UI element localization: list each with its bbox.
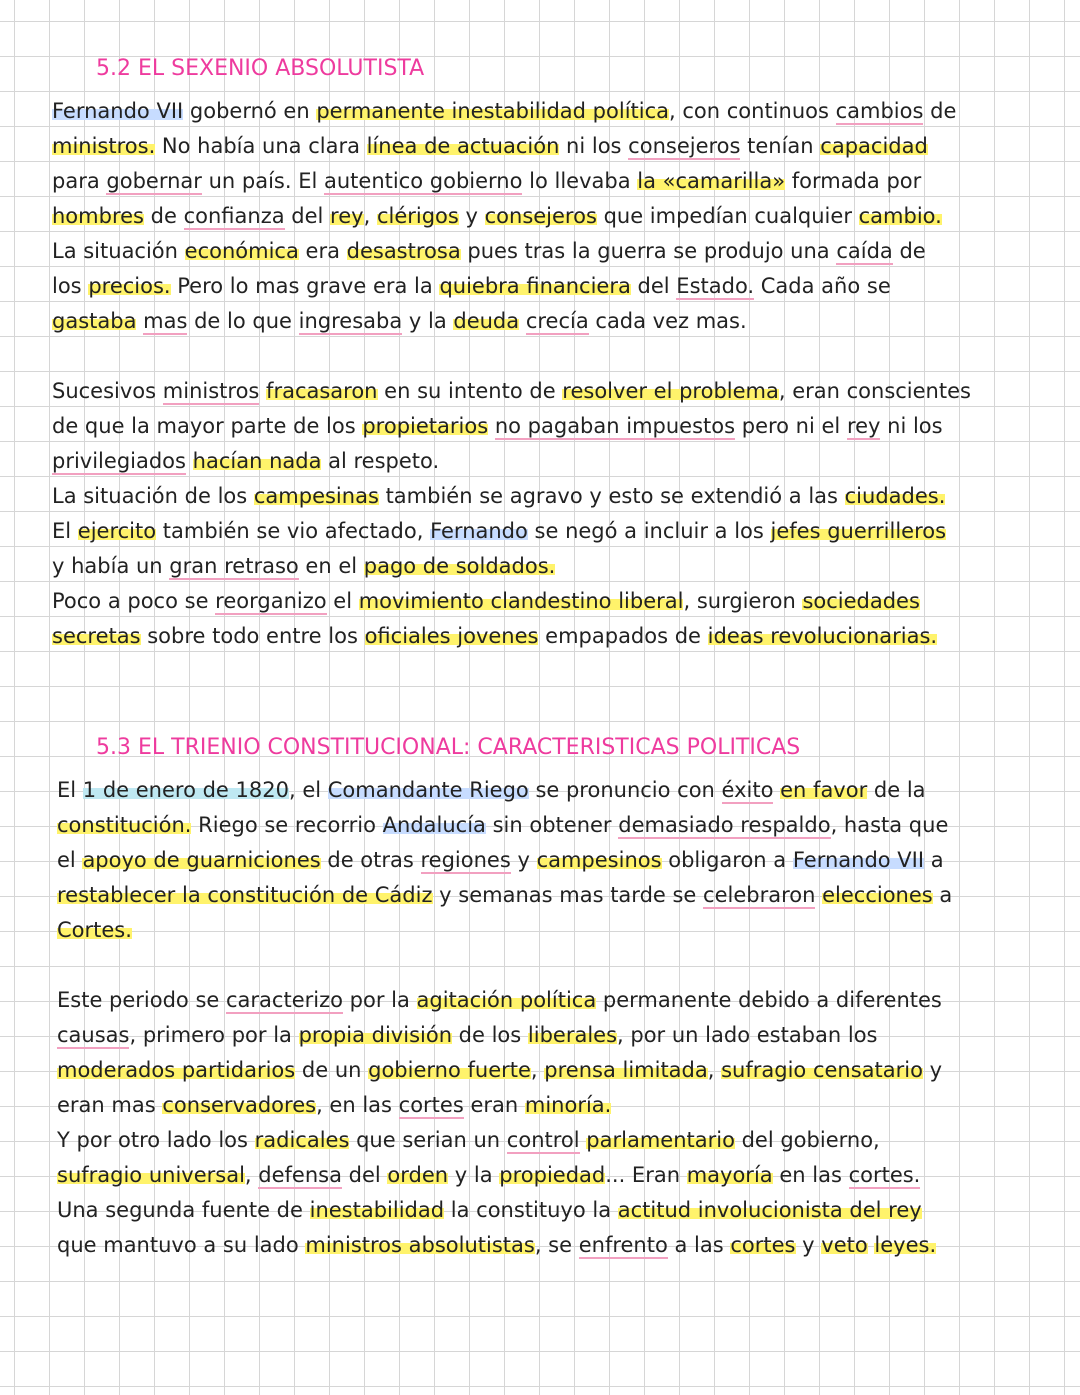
underlined-text: ministros [162,379,260,403]
text-segment: en las [772,1163,849,1187]
highlighted-text: ejercito [77,519,157,543]
underlined-text: demasiado respaldo [618,813,831,837]
text-segment: en su intento de [377,379,563,403]
text-segment: El [57,778,83,802]
highlighted-text: capacidad [820,134,928,158]
highlighted-text: clérigos [376,204,459,228]
text-segment: eran [463,1093,525,1117]
text-segment: Sucesivos [52,379,163,403]
text-line [57,1018,1057,1053]
text-segment: del [284,204,331,228]
text-segment: de lo que [187,309,299,333]
text-segment: del gobierno, [734,1128,880,1152]
highlighted-text: inestabilidad [309,1198,445,1222]
text-segment: de [143,204,184,228]
underlined-text: crecía [525,309,589,333]
highlighted-text: moderados partidarios [57,1058,296,1082]
underlined-text: gran retraso [169,554,299,578]
highlighted-text: propietarios [362,414,489,438]
text-segment: y [510,848,537,872]
highlighted-text: constitución. [57,813,192,837]
underlined-text: caracterizo [226,988,343,1012]
text-segment: pues tras la guerra se produjo una [460,239,837,263]
text-line [52,584,1052,619]
text-segment: gobernó en [183,99,317,123]
highlighted-text: oficiales jovenes [364,624,539,648]
text-segment: ... Eran [605,1163,687,1187]
text-segment [519,309,526,333]
highlighted-text: campesinos [536,848,662,872]
text-line [57,843,1057,878]
text-segment: a [924,848,944,872]
text-segment: eran mas [57,1093,163,1117]
section-trienio-constitucional [57,773,1057,1263]
text-segment: obligaron a [661,848,793,872]
text-segment: , eran conscientes [778,379,971,403]
underlined-text: regiones [420,848,511,872]
text-segment: , [707,1058,722,1082]
paragraph [57,773,1057,948]
highlighted-text: gobierno fuerte [368,1058,531,1082]
text-segment: el [326,589,359,613]
highlighted-text: sociedades [802,589,920,613]
text-segment: Cada año se [754,274,891,298]
text-segment: , en las [316,1093,399,1117]
text-line [57,1123,1057,1158]
underlined-text: confianza [183,204,285,228]
highlighted-text: agitación política [416,988,597,1012]
text-segment: sin obtener [485,813,619,837]
text-segment: un país. El [201,169,324,193]
text-segment: también se vio afectado, [156,519,431,543]
text-segment: No había una clara [155,134,367,158]
highlighted-text: cambio. [858,204,942,228]
highlighted-text: ciudades. [844,484,946,508]
text-segment: para [52,169,107,193]
text-segment [488,414,495,438]
highlighted-text: hacían nada [192,449,322,473]
text-segment: Poco a poco se [52,589,216,613]
text-segment: , por un lado estaban los [617,1023,878,1047]
highlighted-text: secretas [52,624,141,648]
highlighted-text: precios. [88,274,171,298]
highlighted-text: resolver el problema [562,379,779,403]
text-line [52,409,1052,444]
text-line [52,164,1052,199]
text-segment: , se [534,1233,579,1257]
text-line [57,1228,1057,1263]
text-line [52,549,1052,584]
text-segment: ni los [559,134,629,158]
text-line [57,913,1057,948]
name-highlight: Fernando VII [792,848,925,872]
highlighted-text: permanente inestabilidad política [316,99,670,123]
text-line [57,1193,1057,1228]
text-segment: ni los [880,414,943,438]
highlighted-text: en favor [780,778,868,802]
text-segment: de un [295,1058,369,1082]
highlighted-text: consejeros [484,204,597,228]
underlined-text: ingresaba [298,309,403,333]
highlighted-text: sufragio universal [57,1163,245,1187]
text-line [52,444,1052,479]
text-segment: La situación de los [52,484,254,508]
section-sexenio-absolutista [52,94,1052,654]
underlined-text: Estado. [676,274,755,298]
text-segment: por la [342,988,417,1012]
highlighted-text: hombres [52,204,144,228]
highlighted-text: ministros. [52,134,156,158]
text-line [52,94,1052,129]
date-highlight: 1 de enero de 1820 [82,778,289,802]
text-segment: , hasta que [830,813,949,837]
text-line [52,514,1052,549]
text-segment: y la [448,1163,500,1187]
text-line [52,129,1052,164]
text-segment: a [932,883,953,907]
text-line [57,1158,1057,1193]
underlined-text: cambios [835,99,924,123]
text-line [52,304,1052,339]
underlined-text: gobernar [106,169,202,193]
text-segment: pero ni el [735,414,847,438]
text-segment: se negó a incluir a los [527,519,771,543]
highlighted-text: conservadores [162,1093,317,1117]
text-line [57,1053,1057,1088]
text-segment: , [530,1058,545,1082]
text-segment: de [892,239,926,263]
text-segment: Riego se recorrio [191,813,383,837]
text-segment: de otras [320,848,421,872]
underlined-text: reorganizo [215,589,327,613]
text-line [52,619,1052,654]
highlighted-text: radicales [254,1128,350,1152]
text-segment: Y por otro lado los [57,1128,255,1152]
text-segment: la constituyo la [444,1198,618,1222]
underlined-text: rey [846,414,881,438]
text-segment: que serian un [349,1128,507,1152]
highlighted-text: leyes. [874,1233,937,1257]
underlined-text: enfrento [578,1233,668,1257]
highlighted-text: línea de actuación [366,134,560,158]
text-segment: los [52,274,89,298]
name-highlight: Fernando VII [52,99,184,123]
text-segment: sobre todo entre los [140,624,365,648]
highlighted-text: rey [330,204,364,228]
highlighted-text: económica [184,239,299,263]
paragraph [52,94,1052,339]
highlighted-text: deuda [453,309,520,333]
underlined-text: cortes [398,1093,464,1117]
highlighted-text: ministros absolutistas [305,1233,535,1257]
text-segment: , surgieron [683,589,803,613]
text-segment: de la [867,778,926,802]
underlined-text: autentico gobierno [323,169,523,193]
text-segment: y [922,1058,943,1082]
underlined-text: éxito [721,778,774,802]
underlined-text: control [506,1128,580,1152]
highlighted-text: liberales [527,1023,618,1047]
highlighted-text: elecciones [822,883,933,907]
text-segment: y la [402,309,454,333]
highlighted-text: campesinas [253,484,379,508]
highlighted-text: sufragio censatario [721,1058,923,1082]
highlighted-text: gastaba [52,309,137,333]
text-line [52,199,1052,234]
highlighted-text: pago de soldados. [363,554,556,578]
text-segment: lo llevaba [522,169,638,193]
text-segment: de [923,99,957,123]
underlined-text: no pagaban impuestos [494,414,736,438]
text-segment: también se agravo y esto se extendió a las [378,484,845,508]
highlighted-text: jefes guerrilleros [770,519,947,543]
highlighted-text: movimiento clandestino liberal [358,589,684,613]
text-segment: al respeto. [321,449,440,473]
highlighted-text: propiedad [499,1163,606,1187]
highlighted-text: cortes [730,1233,796,1257]
highlighted-text: fracasaron [266,379,378,403]
text-line [57,773,1057,808]
text-segment: era [298,239,347,263]
text-line [52,479,1052,514]
text-segment: Este periodo se [57,988,226,1012]
underlined-text: cortes. [848,1163,921,1187]
text-segment: cada vez mas. [588,309,747,333]
paragraph [57,983,1057,1263]
text-segment: de los [452,1023,528,1047]
text-segment: del [341,1163,388,1187]
highlighted-text: prensa limitada [544,1058,708,1082]
text-segment: , [363,204,377,228]
section-heading-trienio: 5.3 EL TRIENIO CONSTITUCIONAL: CARACTERISTICAS POLITICAS [96,735,801,760]
text-segment: permanente debido a diferentes [596,988,942,1012]
text-segment: empapados de [538,624,708,648]
text-segment: y [795,1233,822,1257]
highlighted-text: veto [821,1233,868,1257]
underlined-text: causas [57,1023,130,1047]
highlighted-text: la «camarilla» [637,169,786,193]
paragraph [52,374,1052,654]
highlighted-text: desastrosa [346,239,461,263]
underlined-text: caída [836,239,893,263]
text-line [57,808,1057,843]
text-segment: en el [298,554,364,578]
highlighted-text: apoyo de guarniciones [82,848,321,872]
text-segment: que mantuvo a su lado [57,1233,306,1257]
highlighted-text: restablecer la constitución de Cádiz [57,883,433,907]
text-segment: del [630,274,677,298]
highlighted-text: actitud involucionista del rey [617,1198,922,1222]
text-line [57,983,1057,1018]
text-line [52,269,1052,304]
text-segment: formada por [785,169,922,193]
name-highlight: Andalucía [382,813,486,837]
text-segment: , el [288,778,328,802]
name-highlight: Fernando [430,519,528,543]
paragraph-gap [52,339,1052,374]
text-segment: Pero lo mas grave era la [170,274,440,298]
text-segment: y semanas mas tarde se [432,883,704,907]
text-segment: , [244,1163,259,1187]
highlighted-text: orden [387,1163,449,1187]
underlined-text: mas [143,309,188,333]
highlighted-text: ideas revolucionarias. [707,624,938,648]
text-segment: , con continuos [669,99,836,123]
text-line [57,1088,1057,1123]
highlighted-text: mayoría [686,1163,773,1187]
highlighted-text: parlamentario [586,1128,735,1152]
text-segment: que impedían cualquier [596,204,859,228]
text-line [52,234,1052,269]
text-segment: y [458,204,485,228]
underlined-text: celebraron [703,883,816,907]
section-heading-sexenio: 5.2 EL SEXENIO ABSOLUTISTA [96,56,425,81]
highlighted-text: quiebra financiera [439,274,631,298]
text-segment: La situación [52,239,185,263]
text-segment: y había un [52,554,170,578]
highlighted-text: minoría. [524,1093,612,1117]
underlined-text: defensa [258,1163,342,1187]
text-segment: a las [667,1233,731,1257]
text-segment: se pronuncio con [528,778,722,802]
text-segment: de que la mayor parte de los [52,414,363,438]
text-segment: tenían [740,134,821,158]
name-highlight: Comandante Riego [327,778,529,802]
text-segment: El [52,519,78,543]
text-line [57,878,1057,913]
underlined-text: consejeros [628,134,741,158]
text-segment [186,449,193,473]
underlined-text: privilegiados [52,449,186,473]
text-segment: Una segunda fuente de [57,1198,310,1222]
text-line [52,374,1052,409]
text-segment: , primero por la [129,1023,299,1047]
paragraph-gap [57,948,1057,983]
text-segment: el [57,848,83,872]
highlighted-text: Cortes. [57,918,132,942]
highlighted-text: propia división [298,1023,452,1047]
